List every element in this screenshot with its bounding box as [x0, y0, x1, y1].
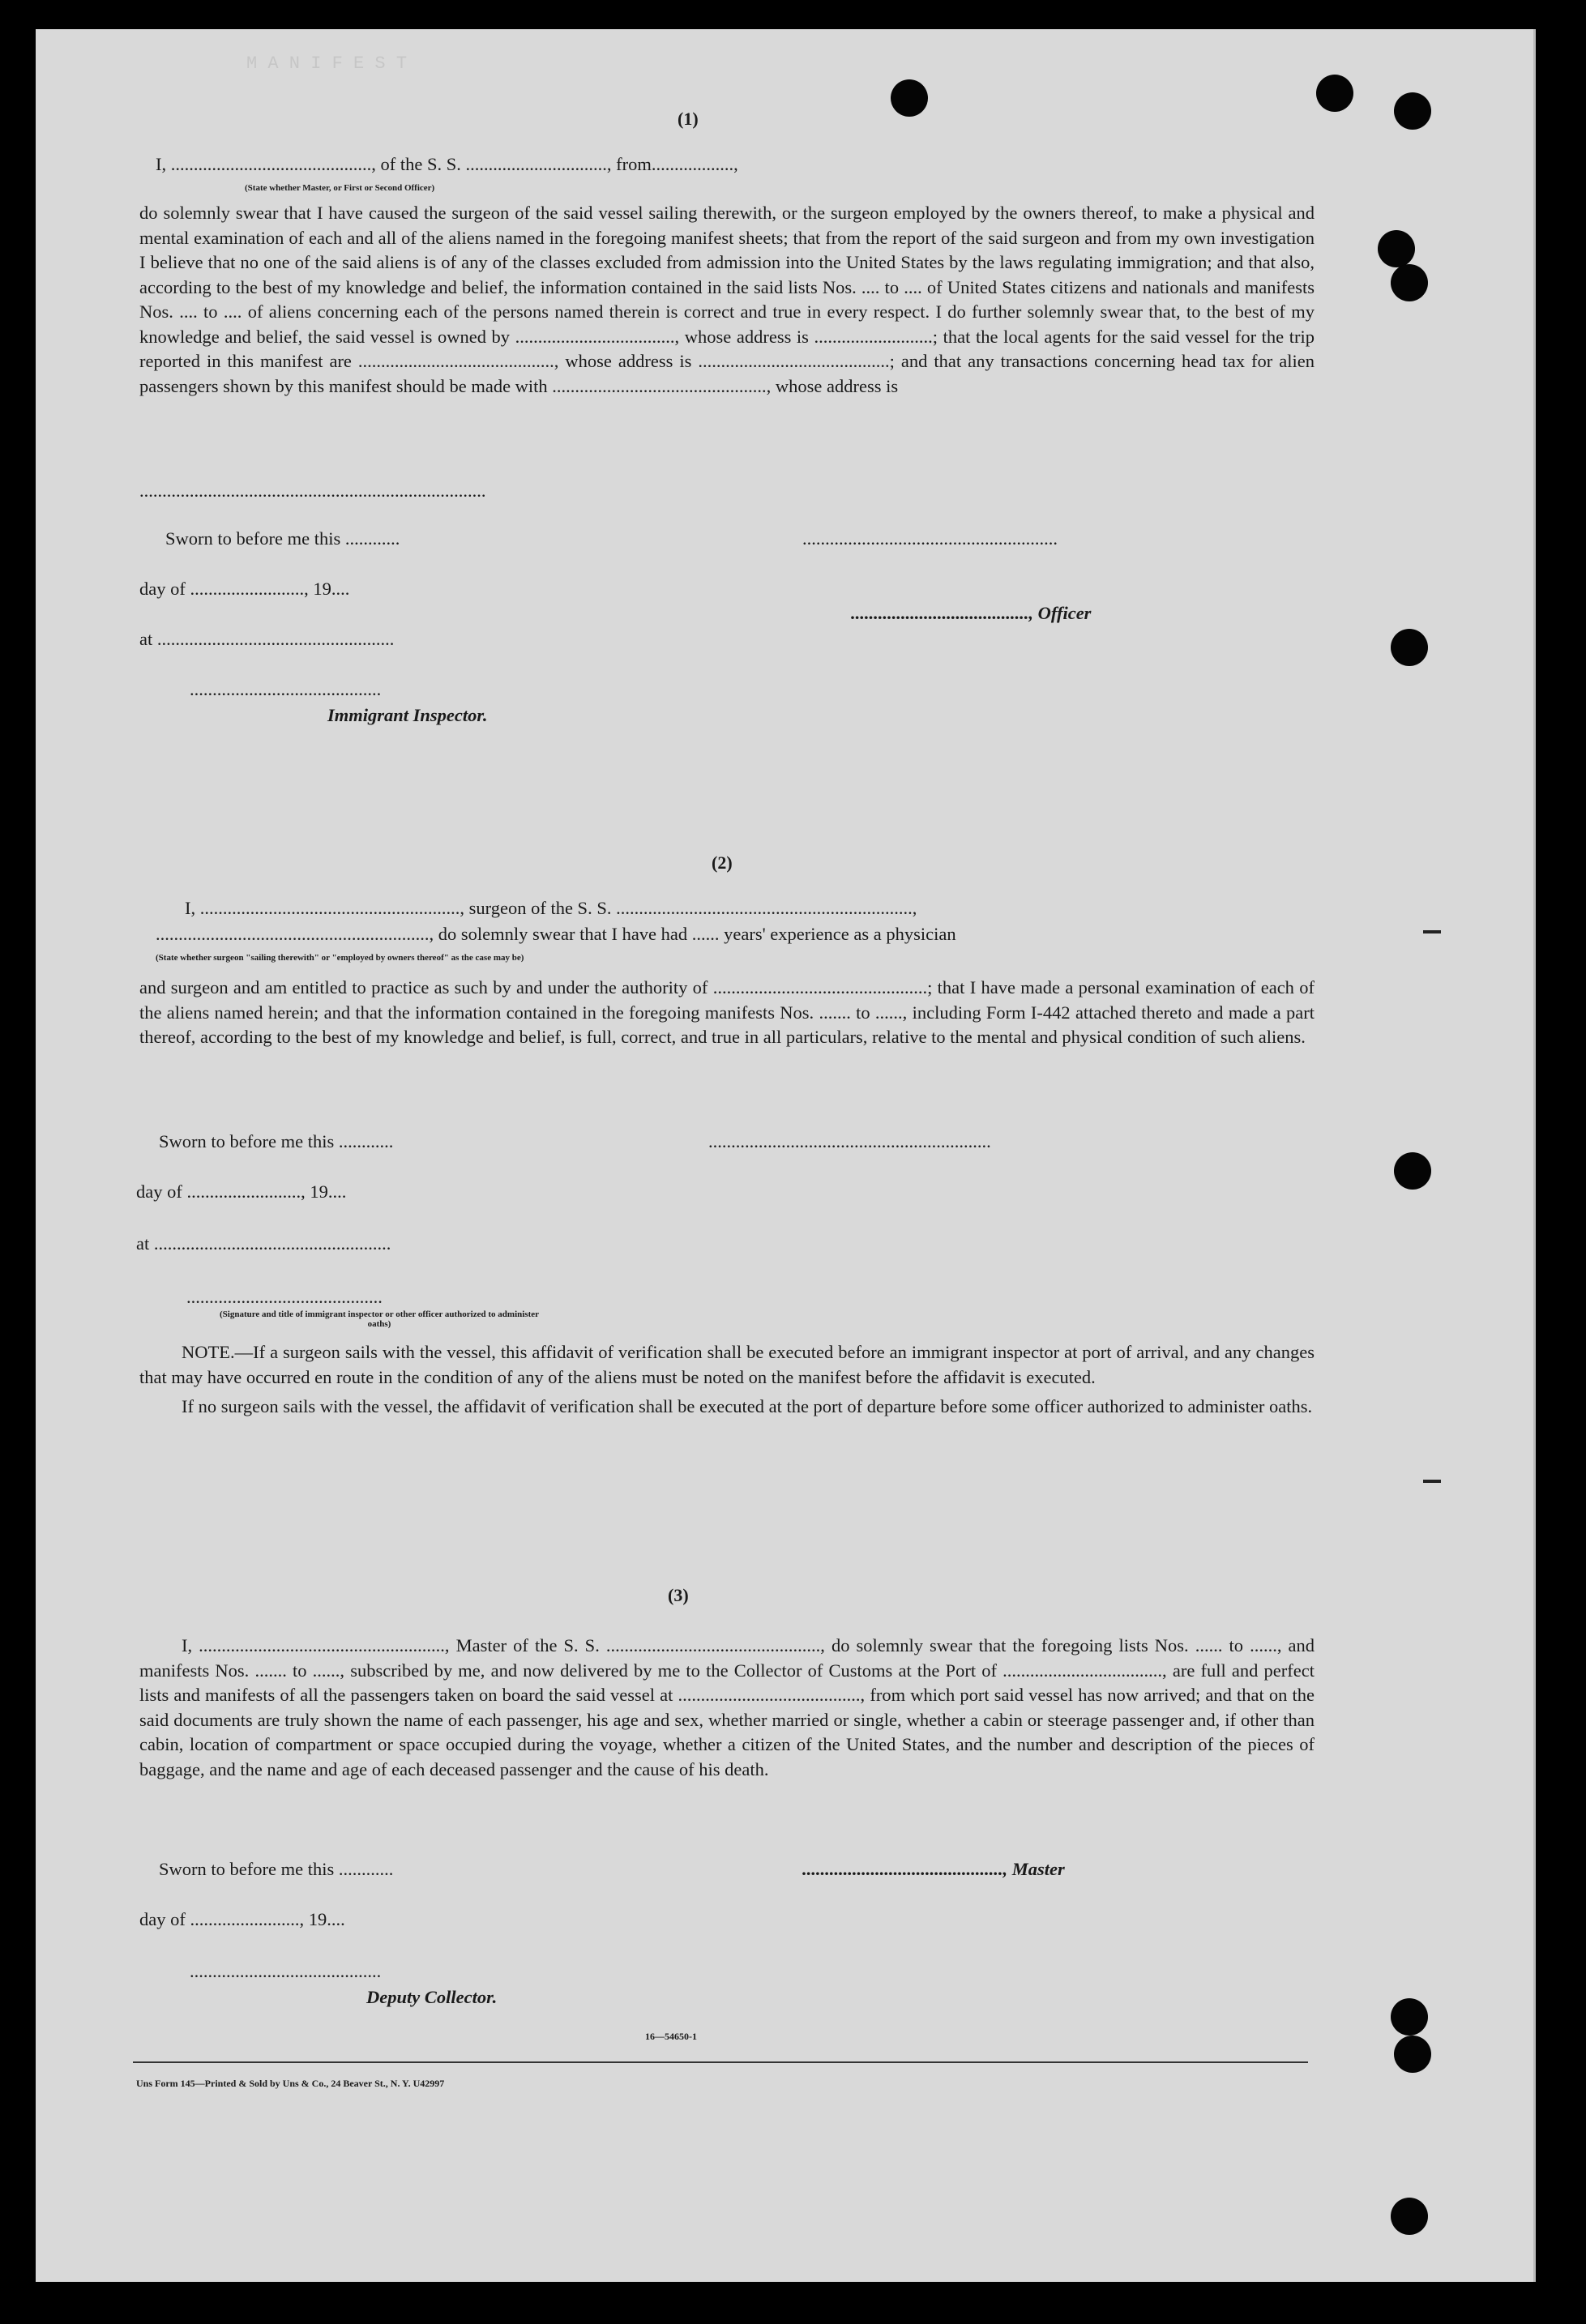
section-3-master-signature-line: [802, 1859, 1065, 1880]
footer-rule: [133, 2061, 1308, 2063]
section-2-oath-text: [139, 976, 1315, 1050]
section-3-oath-text: [139, 1634, 1315, 1782]
section-2-sworn-line: Sworn to before me this ............: [159, 1131, 394, 1151]
section-2-experience-line: ............................................................, do solemnly swear that I have had ...... years' experience as a physician: [156, 924, 956, 944]
punch-hole: [1391, 629, 1428, 666]
printer-imprint: Uns Form 145—Printed & Sold by Uns & Co., 24 Beaver St., N. Y. U42997: [136, 2078, 445, 2089]
section-1-address-tail: ............................................................................: [139, 481, 486, 501]
section-2-oath-paragraph: and surgeon and am entitled to practice as such by and under the authority of ...............................................; that I have made a personal examination of each of the aliens named herein; and that the information contained in the foregoing manifests Nos. ....... to ......, including Form I-442 attached thereto and made a part thereof, according to the best of my knowledge and belief, is full, correct, and true in all particulars, relative to the mental and physical condition of such aliens.: [139, 977, 1315, 1047]
section-1-number: (1): [678, 109, 699, 129]
section-3-oath-paragraph: I, ......................................................, Master of the S. S. ..............................................., do solemnly swear that the foregoing lists Nos. ...... to ......, and manifests Nos. ....... to ......, subscribed by me, and now delivered by me to the Collector of Customs at the Port of ..................................., are full and perfect lists and manifests of all the passengers taken on board the said vessel at ........................................, from which port said vessel has now arrived; and that on the said documents are truly shown the name of each passenger, his age and sex, whether married or single, whether a cabin or steerage passenger and, if other than cabin, location of compartment or space occupied during the voyage, whether a citizen of the United States, and the number and description of the pieces of baggage, and the name and age of each deceased passenger and the cause of his death.: [139, 1635, 1315, 1779]
bleed-through: M A N I F E S T: [246, 53, 408, 74]
section-3-sworn-line: Sworn to before me this ............: [159, 1859, 394, 1879]
form-code: 16—54650-1: [645, 2031, 697, 2042]
section-2-opening-line: I, ........................................................., surgeon of the S. S. .................................................................,: [185, 898, 917, 918]
section-2-note-paragraph-2: If no surgeon sails with the vessel, the affidavit of verification shall be executed at the port of departure before some officer authorized to administer oaths.: [182, 1396, 1313, 1416]
section-1-opening-line: I, ............................................, of the S. S. ..............................., from..................,: [156, 154, 738, 174]
section-1-day-line: day of ........................., 19....: [139, 579, 350, 599]
section-3-day-line: day of ........................, 19....: [139, 1909, 345, 1929]
section-1-oath-paragraph: do solemnly swear that I have caused the surgeon of the said vessel sailing therewith, or the surgeon employed by the owners thereof, to make a physical and mental examination of each and all of the aliens named in the foregoing manifest sheets; that from the report of the said surgeon and from my own investigation I believe that no one of the said aliens is of any of the classes excluded from admission into the United States by the laws regulating immigration; and that also, according to the best of my knowledge and belief, the information contained in the said lists Nos. .... to .... of United States citizens and nationals and manifests Nos. .... to .... of aliens concerning each of the persons named therein is correct and true in every respect. I do further solemnly swear that, to the best of my knowledge and belief, the said vessel is owned by ..................................., whose address is ..........................; that the local agents for the said vessel for the trip reported in this manifest are ..........................................., whose address is ..........................................; and that any transactions concerning head tax for alien passengers shown by this manifest should be made with ..............................................., whose address is: [139, 203, 1315, 396]
section-1-officer-label: ......................................., Officer: [851, 603, 1092, 623]
punch-hole: [1391, 1998, 1428, 2036]
section-2-number: (2): [712, 852, 733, 873]
section-2-note: [139, 1340, 1315, 1420]
section-1-officer-dots: ........................................................: [802, 528, 1058, 549]
section-1-officer-signature-line: [851, 603, 1091, 624]
section-1-inspector-title: Immigrant Inspector.: [327, 705, 488, 725]
section-2-day-line: day of ........................., 19....: [136, 1181, 347, 1202]
punch-hole: [1391, 264, 1428, 301]
section-2-at-line: at ....................................................: [136, 1233, 391, 1254]
punch-hole: [1394, 1152, 1431, 1190]
section-2-surgeon-note: (State whether surgeon "sailing therewith" or "employed by owners thereof" as the case may be): [156, 953, 524, 963]
section-2-inspector-note: (Signature and title of immigrant inspector or other officer authorized to administer oaths): [219, 1309, 540, 1329]
section-1-oath-text: [139, 201, 1315, 399]
section-1-rank-note: (State whether Master, or First or Second Officer): [245, 183, 435, 193]
section-3-collector-signature-line: ..........................................: [190, 1961, 382, 1981]
punch-hole: [1378, 230, 1415, 267]
section-3-master-label: ............................................, Master: [802, 1859, 1065, 1879]
section-2-surgeon-signature-line: ..............................................................: [708, 1131, 991, 1151]
punch-hole: [1316, 75, 1353, 112]
section-1-at-line: at ....................................................: [139, 629, 395, 649]
section-1-inspector-signature-line: ..........................................: [190, 679, 382, 699]
punch-hole: [1391, 2198, 1428, 2235]
edge-mark: [1423, 1480, 1441, 1483]
section-3-number: (3): [668, 1585, 689, 1605]
section-2-note-paragraph-1: NOTE.—If a surgeon sails with the vessel, this affidavit of verification shall be executed before an immigrant inspector at port of arrival, and any changes that may have occurred en route in the condition of any of the aliens must be noted on the manifest before the affidavit is executed.: [139, 1342, 1315, 1387]
punch-hole: [1394, 2036, 1431, 2073]
section-3-collector-title: Deputy Collector.: [366, 1987, 498, 2007]
edge-mark: [1423, 930, 1441, 933]
punch-hole: [1394, 92, 1431, 130]
section-2-inspector-signature-line: ...........................................: [186, 1287, 383, 1307]
punch-hole: [891, 79, 928, 117]
manifest-sheet: [36, 29, 1536, 2282]
section-1-sworn-line: Sworn to before me this ............: [165, 528, 400, 549]
